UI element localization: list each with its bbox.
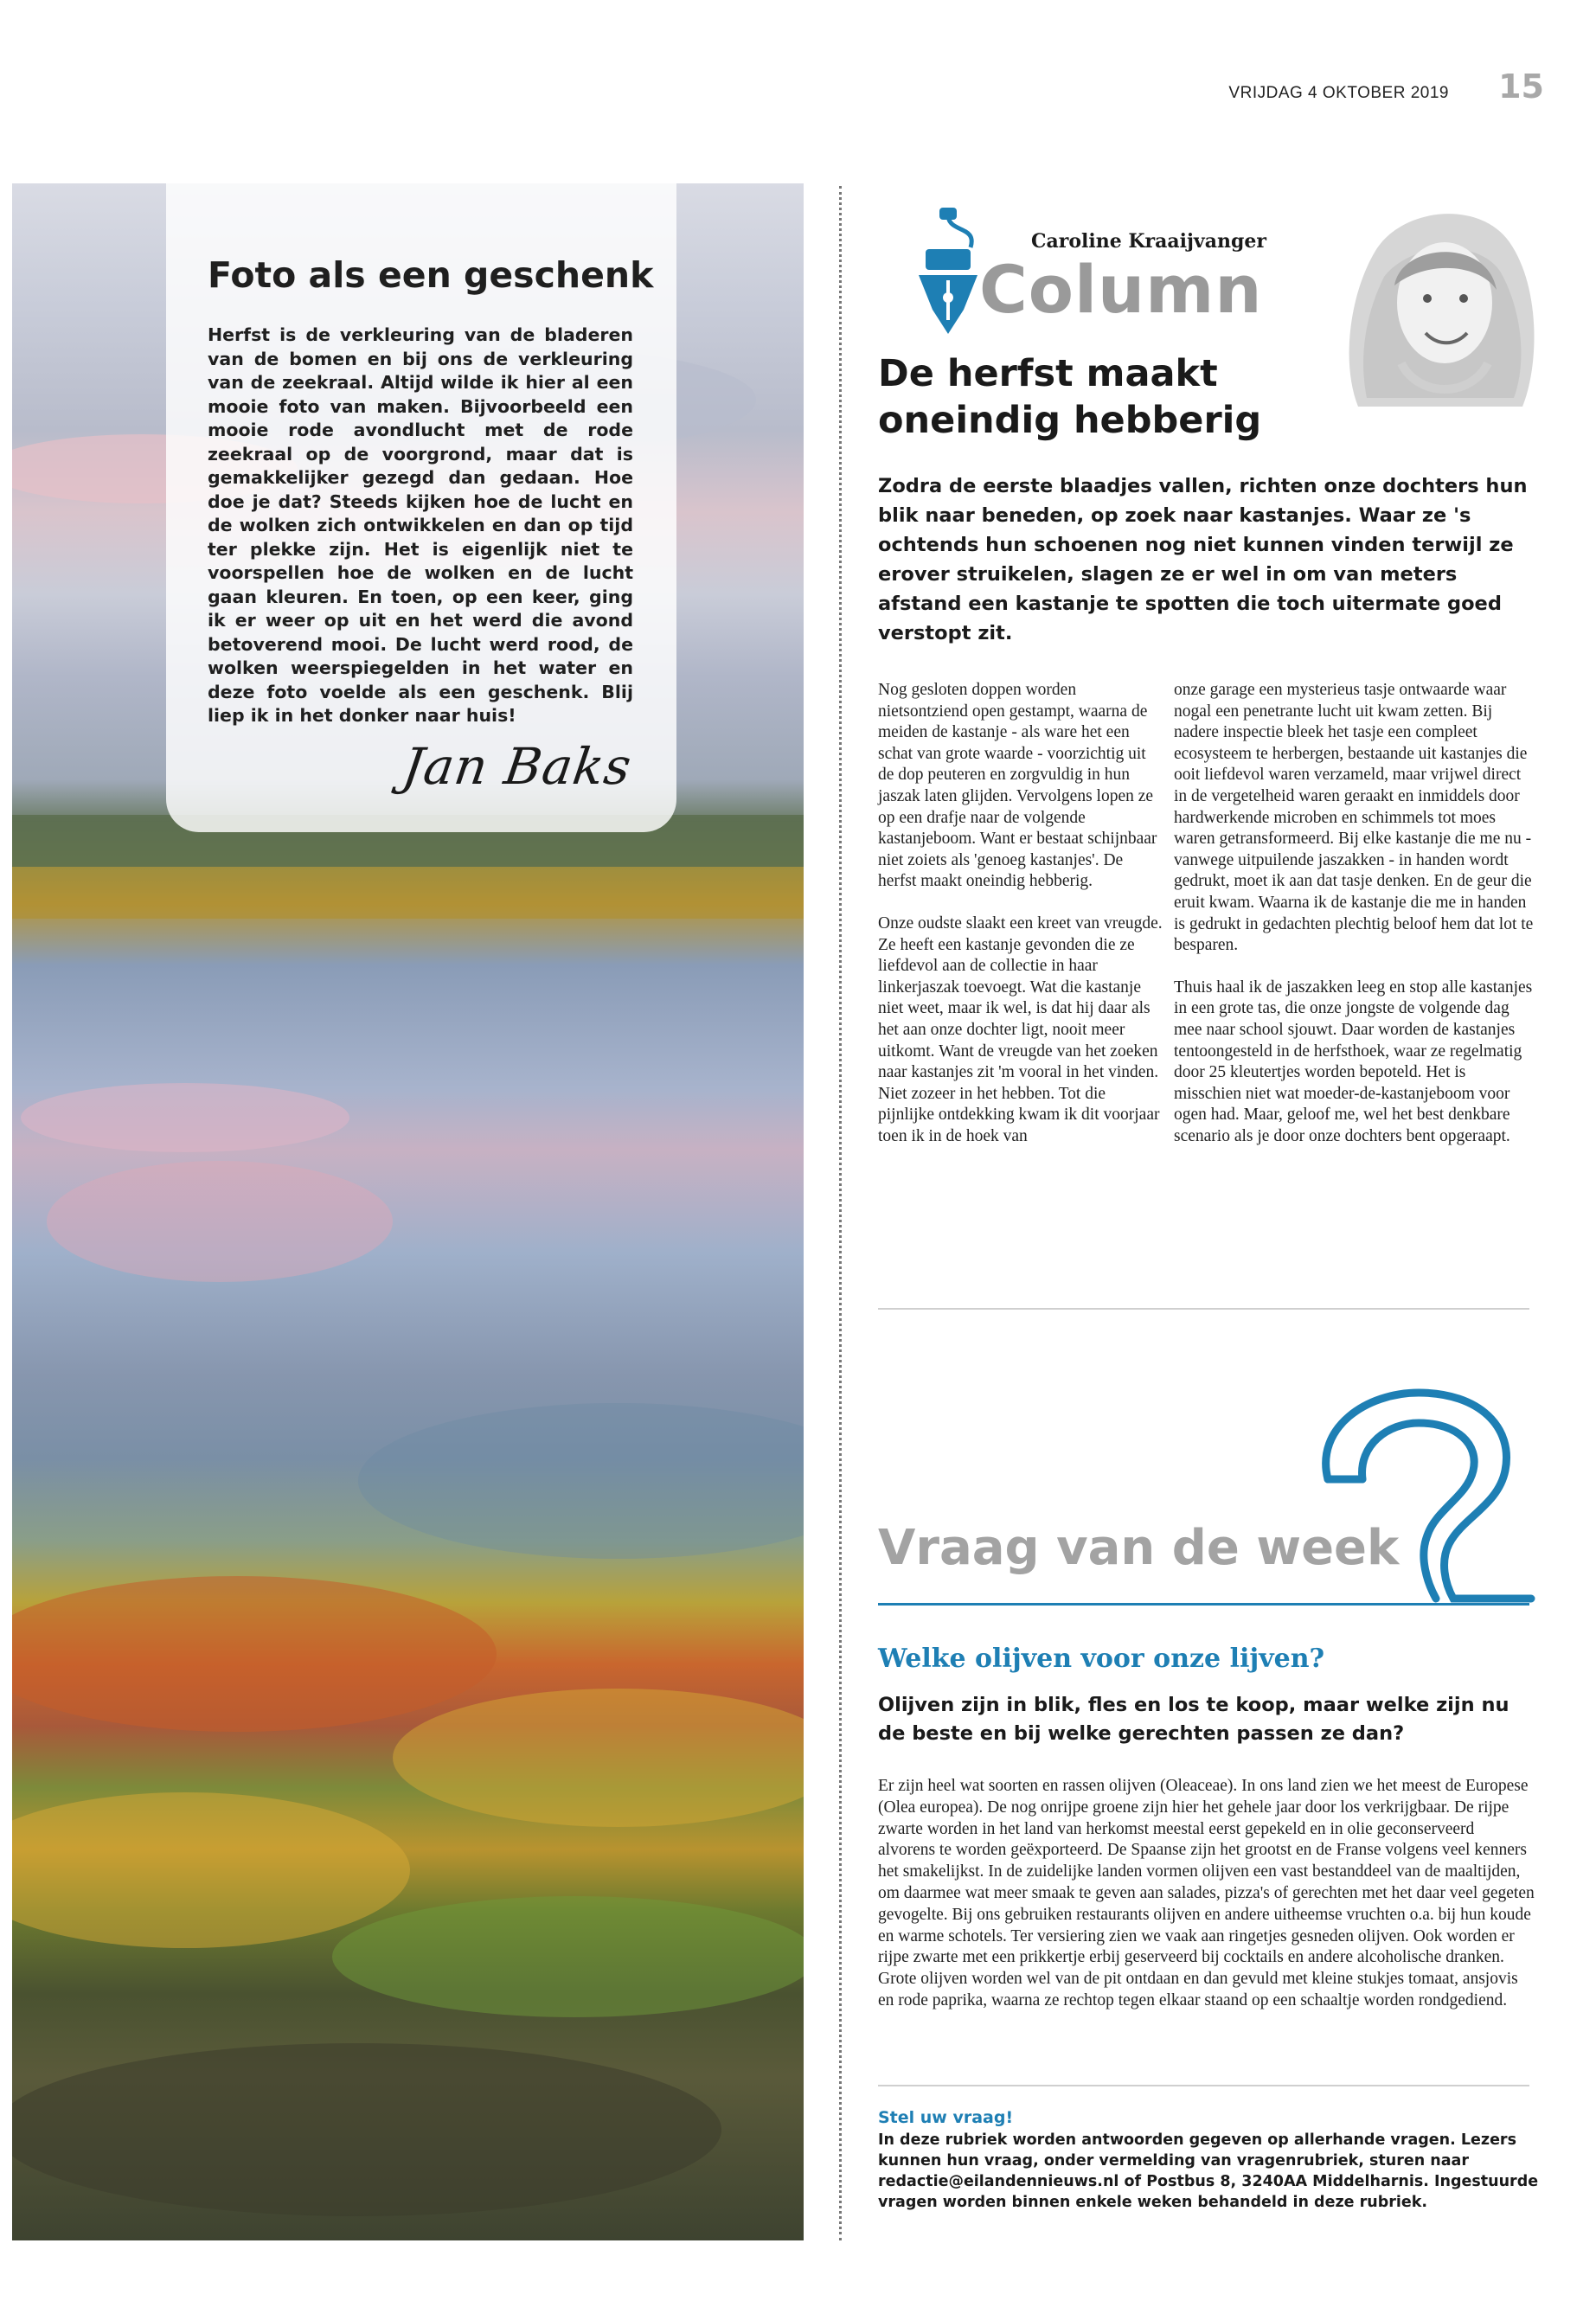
- column-author: Caroline Kraaijvanger: [1031, 230, 1266, 253]
- question-section-label: Vraag van de week: [878, 1520, 1400, 1576]
- column-body-left: [878, 680, 1163, 1168]
- question-mark-icon: [1298, 1375, 1540, 1618]
- footer-title: Stel uw vraag!: [878, 2108, 1014, 2127]
- section-rule: [878, 1308, 1529, 1310]
- question-rule: [878, 1603, 1529, 1606]
- column-lede: Zodra de eerste blaadjes vallen, richten onze dochters hun blik naar beneden, op zoek naar kastanjes. Waar ze 's ochtends hun schoenen nog niet kunnen vinden terwijl ze erover struikelen, slagen ze er wel in om van meters afstand een kastanje te spotten die toch uitermate goed verstopt zit.: [878, 475, 1528, 644]
- column-label: Column: [979, 251, 1263, 328]
- question-title: Welke olijven voor onze lijven?: [878, 1644, 1325, 1674]
- column-body-right: [1174, 680, 1537, 1168]
- issue-date: VRIJDAG 4 OKTOBER 2019: [1228, 84, 1449, 102]
- column-title: De herfst maakt oneindig hebberig: [878, 352, 1262, 442]
- author-portrait: [1332, 190, 1548, 415]
- column-divider: [839, 186, 842, 2240]
- footer-text: In deze rubriek worden antwoorden gegeven op allerhande vragen. Lezers kunnen hun vraag, onder vermelding van vragenrubriek, sturen naar redactie@eilandennieuws.nl of Postbus 8, 3240AA Middelharnis. Ingestuurde vragen worden binnen enkele weken behandeld in deze rubriek.: [878, 2131, 1539, 2211]
- photographer-signature: Jan Baks: [399, 737, 636, 796]
- photo-caption-title: Foto als een geschenk: [208, 254, 654, 296]
- photo-caption-box: [166, 183, 676, 832]
- photo-caption-text: Herfst is de verkleuring van de bladeren van de bomen en bij ons de verkleuring van de zeekraal. Altijd wilde ik hier al een mooie foto van maken. Bijvoorbeeld een mooie rode avondlucht met de rode zeekraal op de voorgrond, maar dat is gemakkelijker gezegd dan gedaan. Hoe doe je dat? Steeds kijken hoe de lucht en de wolken zich ontwikkelen en dan op tijd ter plekke zijn. Het is eigenlijk niet te voorspellen hoe de wolken en de lucht gaan kleuren. En toen, op een keer, ging ik er weer op uit en het werd die avond betoverend mooi. De lucht werd rood, de wolken weerspiegelden in het water en deze foto voelde als een geschenk. Blij liep ik in het donker naar huis!: [208, 324, 633, 726]
- fountain-pen-mouse-icon: [910, 208, 986, 337]
- column-paragraph: Nog gesloten doppen worden nietsontziend open gestampt, waarna de meiden de kastanje - als ware het een schat van grote waarde - voorzichtig uit de dop peuteren en zorgvuldig in hun jaszak laten glijden. Vervolgens lopen ze op een drafje naar de volgende kastanjeboom. Want er bestaat schijnbaar niet zoiets als 'genoeg kastanjes'. De herfst maakt oneindig hebberig.: [878, 681, 1157, 891]
- question-answer: Er zijn heel wat soorten en rassen olijven (Oleaceae). In ons land zien we het meest de Europese (Olea europea). De nog onrijpe groene zijn hier het gehele jaar door los verkrijgbaar. De rijpe zwarte worden in het land van herkomst meestal eerst gepekeld en in olie geconserveerd alvorens te worden geëxporteerd. De Spaanse zijn het grootst en de Franse volgens veel kenners het smakelijkst. In de zuidelijke landen vormen olijven een vast bestanddeel van de maaltijden, om daarmee wat meer smaak te geven aan salades, pizza's of gerechten met het daar veel gegeten gevogelte. Bij ons gebruiken restaurants olijven en andere uitheemse vruchten o.a. bij hun koude en warme schotels. Ter versiering zien we vaak aan ringetjes gesneden olijven. Ook worden er rijpe zwarte met een prikkertje erbij geserveerd bij cocktails en andere alcoholische dranken. Grote olijven worden wel van de pit ontdaan en dan gevuld met kleine stukjes tomaat, ansjovis en rode paprika, waarna ze rechtop tegen elkaar staand op een schaaltje worden rondgediend.: [878, 1777, 1535, 2009]
- column-paragraph: onze garage een mysterieus tasje ontwaarde waar nogal een penetrante lucht uit kwam zetten. Bij nadere inspectie bleek het tasje een compleet ecosysteem te herbergen, bestaande uit kastanjes die ooit liefdevol waren verzameld, maar vrijwel direct in de vergetelheid waren geraakt en inmiddels door hardwerkende microben en schimmels tot moes waren getransformeerd. Bij elke kastanje die me nu - vanwege uitpuilende jaszakken - in handen wordt gedrukt, moet ik aan dat tasje denken. En de geur die eruit kwam. Waarna ik de kastanje die me in handen is gedrukt in gedachten plechtig beloof hem dat lot te besparen.: [1174, 681, 1534, 955]
- question-lede: Olijven zijn in blik, fles en los te koop, maar welke zijn nu de beste en bij welke gerechten passen ze dan?: [878, 1694, 1509, 1745]
- column-paragraph: Thuis haal ik de jaszakken leeg en stop alle kastanjes in een grote tas, die onze jongste de volgende dag mee naar school sjouwt. Daar worden de kastanjes tentoongesteld in de herfsthoek, waar ze regelmatig door 25 kleutertjes worden bepoteld. Het is misschien niet wat moeder-de-kastanjeboom voor ogen had. Maar, geloof me, wel het best denkbare scenario als je door onze dochters bent opgeraapt.: [1174, 977, 1533, 1145]
- column-paragraph: Onze oudste slaakt een kreet van vreugde. Ze heeft een kastanje gevonden die ze liefdevol aan de collectie in haar linkerjaszak toevoegt. Wat die kastanje niet weet, maar ik wel, is dat hij daar als het aan onze dochter ligt, nooit meer uitkomt. Want de vreugde van het zoeken naar kastanjes zit 'm vooral in het vinden. Niet zozeer in het hebben. Tot die pijnlijke ontdekking kwam ik dit voorjaar toen ik in de hoek van: [878, 913, 1163, 1145]
- page-number: 15: [1498, 67, 1544, 106]
- footer-rule: [878, 2085, 1529, 2086]
